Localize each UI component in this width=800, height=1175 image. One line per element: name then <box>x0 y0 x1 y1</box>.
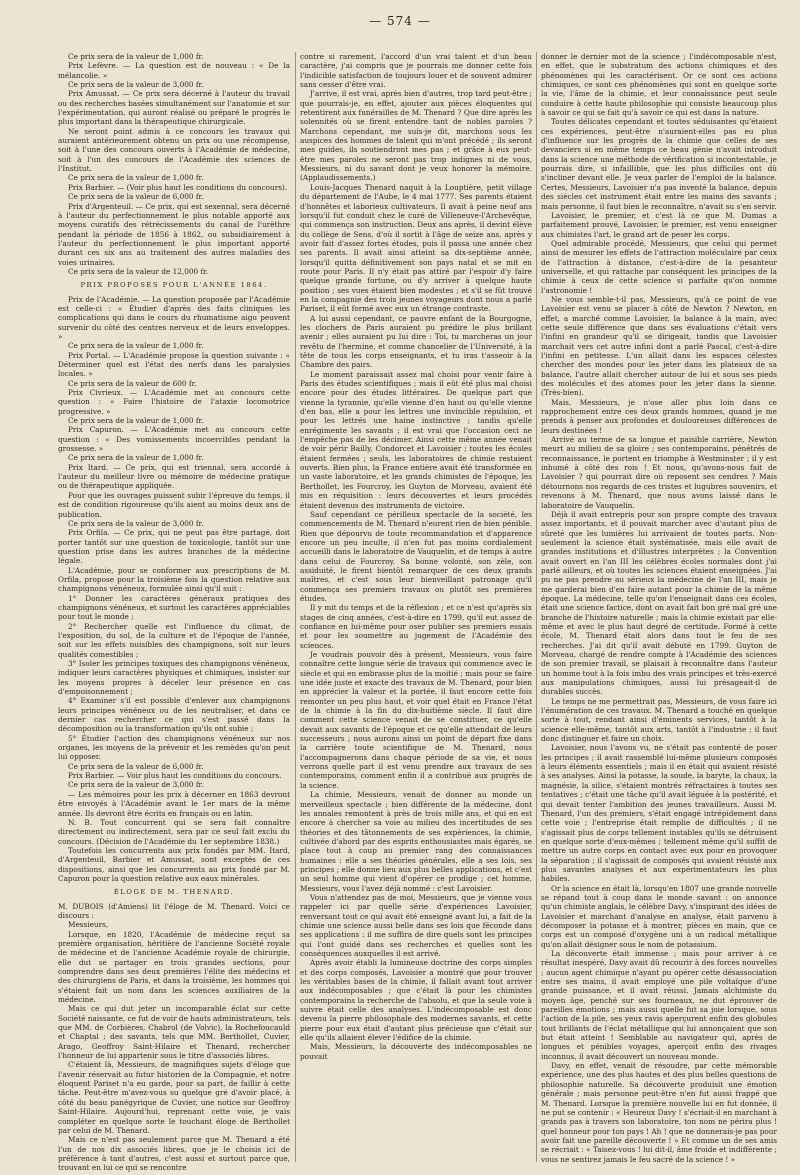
paragraph: Messieurs, <box>68 920 109 930</box>
paragraph: Quel admirable procédé, Messieurs, que celui qui permet ainsi de mesurer les effets de l'attraction moléculaire par ceux de l'attraction à distance, c'est-à-dire de la pesanteur universelle, et qui rattache par conséquent les principes de la chimie à ceux de cette science si parfaite qu'on nomme l'astronomie ! <box>541 238 777 295</box>
paragraph: Prix Portal. — L'Académie propose la question suivante : « Déterminer quel est l'état des nerfs dans les paralysies locales. » <box>58 350 290 379</box>
paragraph: Vous n'attendez pas de moi, Messieurs, que je vienne vous rappeler ici par quelle série d'expériences Lavoisier, renversant tout ce qui avait été enseigné avant lui, a fait de la chimie une science aussi belle dans ses lois que féconde dans ses applications : il me suffira de dire quels sont les principes qui l'ont guidé dans ses recherches et quelles sont les conséquences auxquelles il est arrivé. <box>300 892 532 958</box>
paragraph: Prix Barbier. — Voir plus haut les conditions du concours. <box>68 771 282 781</box>
column-rule <box>295 52 296 1162</box>
paragraph: Ce prix sera de la valeur de 3,000 fr. <box>68 80 204 90</box>
column-rule <box>536 52 537 1162</box>
paragraph: 1° Donner les caractères généraux pratiques des champignons vénéneux, et surtout les caractères appréciables pour tout le monde ; <box>58 593 290 622</box>
paragraph: Ce prix sera de la valeur de 1,000 fr. <box>68 173 204 183</box>
paragraph: Mais ce qui dut jeter un incomparable éclat sur cette Société naissante, ce fut de voir de hauts administrateurs, tels que MM. de Corbières, Chabrol (de Volvic), la Rochefoucauld et Chaptal ; des savants, tels que MM. Berthollet, Cuvier, Arago, Geoffroy Saint-Hilaire et Thenard, rechercher l'honneur de lui appartenir sous le titre d'associés libres. <box>58 1004 290 1061</box>
section-heading: ÉLOGE DE M. THENARD. <box>113 888 235 897</box>
paragraph: Prix Orfila. — Ce prix, qui ne peut pas être partagé, doit porter tantôt sur une question de toxicologie, tantôt sur une question prise dans les autres branches de la médecine légale. <box>58 528 290 566</box>
paragraph: L'Académie, pour se conformer aux prescriptions de M. Orfila, propose pour la troisième fois la question relative aux champignons vénéneux, formulée ainsi qu'il suit : <box>58 565 290 594</box>
paragraph: Ce prix sera de la valeur de 1,000 fr. <box>68 341 204 351</box>
paragraph: 2° Rechercher quelle est l'influence du climat, de l'exposition, du sol, de la culture et de l'époque de l'année, soit sur les effets nuisibles des champignons, soit sur leurs qualités comestibles ; <box>58 621 290 659</box>
paragraph: Mais, Messieurs, la découverte des indécomposables ne pouvait <box>300 1042 532 1061</box>
paragraph: Ce prix sera de la valeur de 6,000 fr. <box>68 761 204 771</box>
paragraph: Prix Civrieux. — L'Académie met au concours cette question : « Faire l'histoire de l'ataxie locomotrice progressive. » <box>58 388 290 416</box>
paragraph: Ce prix sera de la valeur de 3,000 fr. <box>68 780 204 790</box>
paragraph: Louis-Jacques Thenard naquit à la Louptière, petit village du département de l'Aube, le 4 mai 1777. Ses parents étaient d'honnêtes et laborieux cultivateurs. Il avait à peine neuf ans lorsqu'il fut conduit chez le curé de Villeneuve-l'Archevêque, qui commença son instruction. Deux ans après, il devint élève du collège de Sens, d'où il sortit à l'âge de seize ans, après y avoir fait d'assez fortes études, puis il passa une année chez ses parents. Il avait ainsi atteint sa dix-septième année, lorsqu'il quitta définitivement son pays natal et se mit en route pour Paris. Il n'y était pas attiré par l'espoir d'y faire quelque grande fortune, ou d'y arriver à quelque haute position ; ses vues étaient bien modestes ; et s'il se fût trouvé en la compagnie des trois jeunes voyageurs dont nous a parlé Pariset, il eût formé avec eux un étrange contraste. <box>300 182 532 314</box>
text-column-left <box>58 52 290 1173</box>
paragraph: Prix Itard. — Ce prix, qui est triennal, sera accordé à l'auteur du meilleur livre ou mémoire de médecine pratique ou de thérapeutique appliquée. <box>58 462 290 491</box>
paragraph: Prix Barbier. — (Voir plus haut les conditions du concours). <box>68 182 288 192</box>
paragraph: J'arrive, il est vrai, après bien d'autres, trop tard peut-être ; que pourrais-je, en effet, ajouter aux pièces éloquentes qui retentirent aux funérailles de M. Thenard ? Que dire après les solennités où se firent entendre tant de nobles paroles ? Marchons cependant, me suis-je dit, marchons sous les auspices des hommes de talent qui m'ont précédé ; ils seront mes guides, ils soutiendront mes pas ; et grâce à eux peut-être mes paroles ne seront pas trop indignes ni de vous, Messieurs, ni du savant dont je veux honorer la mémoire. (Applaudissements.) <box>300 89 532 183</box>
paragraph: Ce prix sera de la valeur de 3,000 fr. <box>68 518 204 528</box>
paragraph: Davy, en effet, venait de résoudre, par cette mémorable expérience, une des plus hautes et des plus belles questions de philosophie naturelle. Sa découverte produisit une émotion générale ; mais personne peut-être n'en fut aussi frappé que M. Thenard. Lorsque la première nouvelle lui en fut donnée, il ne put se contenir : « Heureux Davy ! s'écriait-il en marchant à grands pas à travers son laboratoire, ton nom ne périra plus ! quel honneur pour ton pays ! Ah ! que ne donnerais-je pas pour avoir fait une pareille découverte ! » Et comme un de ses amis se récriait : « Taisez-vous ! lui dit-il, âme froide et indifférente ; vous ne sentirez jamais le feu sacré de la science ! » <box>541 1061 777 1164</box>
paragraph: Lavoisier, le premier, et c'est là ce que M. Dumas a parfaitement prouvé, Lavoisier, le premier, est venu enseigner aux chimistes l'art, le grand art de peser les corps. <box>541 210 777 239</box>
page-number: — 574 — <box>369 14 431 28</box>
paragraph: Prix Lefèvre. — La question est de nouveau : « De la mélancolie. » <box>58 61 290 80</box>
paragraph: M. DUBOIS (d'Amiens) lit l'éloge de M. Thenard. Voici ce discours : <box>58 901 290 920</box>
paragraph: Le temps ne me permettrait pas, Messieurs, de vous faire ici l'énumération de ces travaux. M. Thenard a touché en quelque sorte à tout, rendant ainsi d'éminents services, tantôt à la science elle-même, tantôt aux arts, tantôt à l'industrie ; il faut donc distinguer et faire un choix. <box>541 696 777 744</box>
paragraph: Ce prix sera de la valeur de 12,000 fr. <box>68 266 209 276</box>
paragraph: Sauf cependant ce périlleux spectacle de la société, les commencements de M. Thenard n'eurent rien de bien pénible. Rien que dépourvu de toute recommandation et d'apparence encore un peu inculte, il n'en fut pas moins cordialement accueilli dans le laboratoire de Vauquelin, et de temps à autre dans celui de Fourcroy. Sa bonne volonté, son zèle, son assiduité, le firent bientôt remarquer de ces deux grands maîtres, et c'est sous leur bienveillant patronage qu'il commença ses premiers travaux ou plutôt ses premières études. <box>300 509 532 603</box>
paragraph: Lorsque, en 1820, l'Académie de médecine reçut sa première organisation, héritière de l'ancienne Société royale de médecine et de l'ancienne Académie royale de chirurgie, elle dut se partager en trois grandes sections, pour comprendre dans ses deux premières l'élite des médecins et des chirurgiens de Paris, et dans la troisième, les hommes qui s'étaient fait un nom dans les sciences auxiliaires de la médecine. <box>58 929 290 1005</box>
paragraph: Ce prix sera de la valeur de 6,000 fr. <box>68 192 204 202</box>
paragraph: Prix d'Argenteuil. — Ce prix, qui est sexennal, sera décerné à l'auteur du perfectionnement le plus notable apporté aux moyens curatifs des rétrécissements du canal de l'urèthre pendant la période de 1856 à 1862, ou subsidiairement à l'auteur du perfectionnement le plus important apporté durant ces six ans au traitement des autres maladies des voies urinaires. <box>58 201 290 267</box>
paragraph: Ce prix sera de la valeur de 1,000 fr. <box>68 453 204 463</box>
paragraph: A lui aussi cependant, ce pauvre enfant de la Bourgogne, les clochers de Paris auraient pu prédire le plus brillant avenir ; elles auraient pu lui dire : Toi, tu marcheras un jour revêtu de l'hermine, et comme chancelier de l'Université, à la tête de tous les corps enseignants, et tu iras t'asseoir à la Chambre des pairs. <box>300 313 532 370</box>
paragraph: contre si rarement, l'accord d'un vrai talent et d'un beau caractère, j'ai compris que je pourrais me donner cette fois l'indicible satisfaction de toujours louer et de souvent admirer sans cesser d'être vrai. <box>300 52 532 90</box>
paragraph: 3° Isoler les principes toxiques des champignons vénéneux, indiquer leurs caractères physiques et chimiques, insister sur les moyens propres à déceler leur présence en cas d'empoisonnement ; <box>58 659 290 697</box>
paragraph: 4° Examiner s'il est possible d'enlever aux champignons leurs principes vénéneux ou de les neutraliser, et dans ce dernier cas rechercher ce qui s'est passé dans la décomposition ou la transformation qu'ils ont subie ; <box>58 696 290 734</box>
paragraph: Ce prix sera de la valeur de 1,000 fr. <box>68 416 204 426</box>
section-heading: PRIX PROPOSÉS POUR L'ANNÉE 1864. <box>80 281 268 290</box>
paragraph: Ce prix sera de la valeur de 600 fr. <box>68 378 197 388</box>
paragraph: Arrivé au terme de sa longue et paisible carrière, Newton meurt au milieu de sa gloire ; ses contemporains, pénétrés de reconnaissance, le portent en triomphe à Westminster ; il y est inhumé à côté des rois ! Et nous, qu'avons-nous fait de Lavoisier ? qui pourrait dire où reposent ses cendres ? Mais détournons nos regards de ces tristes et lugubres souvenirs, et revenons à M. Thenard, que nous avons laissé dans le laboratoire de Vauquelin. <box>541 435 777 510</box>
paragraph: Prix Capuron. — L'Académie met au concours cette question : « Des vomissements incoercibles pendant la grossesse. » <box>58 425 290 454</box>
text-column-middle <box>300 52 532 1167</box>
paragraph: Il y mit du temps et de la réflexion ; et ce n'est qu'après six stages de cinq années, c'est-à-dire en 1799, qu'il eut assez de confiance en lui-même pour oser publier ses premiers essais et pour les soumettre au jugement de l'Académie des sciences. <box>300 603 532 650</box>
paragraph: 5° Étudier l'action des champignons vénéneux sur nos organes, les moyens de la prévenir et les remèdes qu'on peut lui opposer. <box>58 733 290 762</box>
paragraph: Après avoir établi la lumineuse doctrine des corps simples et des corps composés, Lavoisier a montré que pour trouver les véritables bases de la chimie, il fallait avant tout arriver aux indécomposables ; que c'était là pour les chimistes contemporains la recherche de l'absolu, et que la seule voie à suivre était celle des analyses. L'indécomposable est donc devenu la pierre philosophale des modernes savants, et cette pierre pour eux était d'autant plus précieuse que c'était sur elle qu'ils allaient élever l'édifice de la chimie. <box>300 958 532 1043</box>
paragraph: Déjà il avait entrepris pour son propre compte des travaux assez importants, et il pouvait marcher avec d'autant plus de sûreté que les lumières lui arrivaient de toutes parts. Non-seulement la science était systématisée, mais elle avait de grandes institutions et d'illustres interprètes ; la Convention avait ouvert en l'an III les célèbres écoles normales dont j'ai parlé ailleurs, et où toutes les sciences étaient enseignées. J'ai pu ne pas prendre au sérieux la médecine de l'an III, mais je me garderai bien d'en faire autant pour la chimie de la même époque. La médecine, telle qu'on l'enseignait dans ces écoles, était une science factice, dont on avait fait bon gré mal gré une branche de l'histoire naturelle ; mais la chimie existait par elle-même et avec le plus haut degré de certitude. Formé à cette école, M. Thenard était alors dans tout le feu de ses recherches. J'ai dit qu'il avait débuté en 1799. Guyton de Morveau, chargé de rendre compte à l'Académie des sciences de son premier travail, se plaisait à reconnaître dans l'auteur un homme tout à la fois imbu des vrais principes et très-exercé aux manipulations chimiques, aussi lui présageait-il de durables succès. <box>541 509 777 697</box>
paragraph: Or la science en était là, lorsqu'en 1807 une grande nouvelle se répand tout à coup dans le monde savant : on annonce qu'un chimiste anglais, le célèbre Davy, s'inspirant des idées de Lavoisier et marchant d'analyse en analyse, était parvenu à décomposer la potasse et à montrer, pièces en main, que ce corps est un composé d'oxygène uni à un radical métallique qu'on allait désigner sous le nom de potassium. <box>541 883 777 949</box>
paragraph: Ne seront point admis à ce concours les travaux qui auraient antérieurement obtenu un prix ou une récompense, soit à l'une des concours ouverts à l'Académie de médecine, soit à l'un des concours de l'Académie des sciences de l'Institut. <box>58 126 290 174</box>
paragraph: donner le dernier mot de la science ; l'indécomposable n'est, en effet, que le substratum des actions chimiques et des phénomènes qui les caractérisent. Or ce sont ces actions chimiques, ce sont ces phénomènes qui sont en quelque sorte la vie, l'âme de la chimie, et leur connaissance peut seule conduire à cette haute philosophie qui consiste beaucoup plus à savoir ce qui se fait qu'à savoir ce qui est dans la nature. <box>541 52 777 118</box>
paragraph: La chimie, Messieurs, venait de donner au monde un merveilleux spectacle ; bien différente de la médecine, dont les annales remontent à près de trois mille ans, et qui en est encore à chercher sa voie au milieu des incertitudes de ses théories et des tâtonnements de ses expériences, la chimie, cultivée d'abord par des esprits enthousiastes mais égarés, se place tout à coup au premier rang des connaissances humaines : elle a ses théories générales, elle a ses lois, ses principes ; elle donne lieu aux plus belles applications, et c'est un seul homme qui vient d'opérer ce prodige ; cet homme, Messieurs, vous l'avez déjà nommé : c'est Lavoisier. <box>300 790 532 893</box>
paragraph: Mais ce n'est pas seulement parce que M. Thenard a été l'un de nos dix associés libres, que je le choisis ici de préférence à tant d'autres, c'est aussi et surtout parce que, trouvant en lui ce qui se rencontre <box>58 1135 290 1173</box>
paragraph: Lavoisier, nous l'avons vu, ne s'était pas contenté de poser les principes ; il avait rassemblé lui-même plusieurs composés à leurs éléments essentiels ; mais il en était qui avaient résisté à ses analyses. Ainsi la potasse, la soude, la baryte, la chaux, la magnésie, la silice, s'étaient montrés réfractaires à toutes ses tentatives ; c'était une tâche qu'il avait léguée à la postérité, et qui devait tenter l'ambition des jeunes travailleurs. Aussi M. Thenard, l'un des premiers, s'était engagé intrépidement dans cette voie ; l'entreprise était remplie de difficultés ; il ne s'agissait plus de corps tellement instables qu'ils se détruisent en quelque sorte d'eux-mêmes ; tellement même qu'il suffit de mettre un autre corps en contact avec eux pour en provoquer la séparation ; il s'agissait de composés qui avaient résisté aux plus savantes analyses et aux expérimentateurs les plus habiles. <box>541 743 777 884</box>
paragraph: Le moment paraissait assez mal choisi pour venir faire à Paris des études scientifiques ; mais il eût été plus mal choisi encore pour des études littéraires. De quelque part que vienne la tyrannie, qu'elle vienne d'en haut ou qu'elle vienne d'en bas, elle a pour les lettres une invincible répulsion, et pour les lettrés une haine instinctive ; tandis qu'elle enrégimente les savants ; il est vrai que l'occasion ceci ne l'empêche pas de les décimer. Ainsi cette même année venait de voir périr Bailly, Condorcet et Lavoisier ; toutes les écoles étaient fermées ; seuls, les laboratoires de chimie restaient ouverts. Bien plus, la France entière avait été transformée en un vaste laboratoire, et les grands chimistes de l'époque, les Berthollet, les Fourcroy, les Guyton de Morveau, avaient été mis en réquisition : leurs découvertes et leurs procédés étaient devenus des instruments de victoire. <box>300 369 532 510</box>
paragraph: Pour que les ouvrages puissent subir l'épreuve du temps, il est de condition rigoureuse qu'ils aient au moins deux ans de publication. <box>58 490 290 519</box>
paragraph: — Les mémoires pour les prix à décerner en 1863 devront être envoyés à l'Académie avant le 1er mars de la même année. Ils devront être écrits en français ou en latin. <box>58 789 290 818</box>
paragraph: Toutefois les concurrents aux prix fondés par MM. Itard, d'Argenteuil, Barbier et Amussat, sont exceptés de ces dispositions, ainsi que les concurrents au prix fondé par M. Capuron pour la question relative aux eaux minérales. <box>58 845 290 883</box>
paragraph: La découverte était immense ; mais pour arriver à ce résultat inespéré, Davy avait dû recourir à des forces nouvelles ; aucun agent chimique n'ayant pu opérer cette désassociation entre ses mains, il avait employé une pile voltaïque d'une grande puissance, et il avait réussi. Jamais alchimiste du moyen âge, penché sur ses fourneaux, ne dut éprouver de pareilles émotions ; mais aussi quelle fut sa joie lorsque, sous l'action de la pile, ses yeux ravis aperçurent enfin des globules tout brillants de l'éclat métallique qui lui annonçaient que son but était atteint ! Semblable au navigateur qui, après de longues et pénibles voyages, aperçoit enfin des rivages inconnus, il avait découvert un nouveau monde. <box>541 949 777 1061</box>
paragraph: Prix de l'Académie. — La question proposée par l'Académie est celle-ci : « Étudier d'après des faits cliniques les complications qui dans le cours du rhumatisme aigu peuvent survenir du côté des centres nerveux et de leurs enveloppes. » <box>58 294 290 341</box>
paragraph: Mais, Messieurs, je n'ose aller plus loin dans ce rapprochement entre ces deux grands hommes, quand je me prends à penser aux profondes et douloureuses différences de leurs destinées ! <box>541 397 777 435</box>
paragraph: C'étaient là, Messieurs, de magnifiques sujets d'éloge que l'avenir réservait au futur historien de la Compagnie, et notre éloquent Pariset n'a eu garde, pour sa part, de faillir à cette tâche. Peut-être m'avez-vous su quelque gré d'avoir placé, à côté du beau panégyrique de Cuvier, une notice sur Geoffroy Saint-Hilaire. Aujourd'hui, reprenant cette voie, je vais compléter en quelque sorte le touchant éloge de Berthollet par celui de M. Thenard. <box>58 1060 290 1135</box>
paragraph: Ce prix sera de la valeur de 1,000 fr. <box>68 52 204 61</box>
paragraph: Je voudrais pouvoir dès à présent, Messieurs, vous faire connaître cette longue série de travaux qui commence avec le siècle et qui en embrasse plus de la moitié ; mais pour se faire une idée juste et exacte des travaux de M. Thenard, pour bien en apprécier la valeur et la portée, il faut encore cette fois remonter un peu plus haut, et voir quel était en France l'état de la chimie à la fin du dix-huitième siècle. Il faut dire comment cette science venait de se constituer, ce qu'elle devait aux savants de l'époque et ce qu'elle attendait de leurs successeurs ; nous aurons ainsi un point de départ fixe dans la carrière toute scientifique de M. Thenard, nous l'accompagnerons dans chaque période de sa vie, et nous verrons quelle part il est venu prendre aux travaux de ses contemporains, comment enfin il a contribué aux progrès de la science. <box>300 650 532 790</box>
paragraph: Prix Amussat. — Ce prix sera décerné à l'auteur du travail ou des recherches basées simultanément sur l'anatomie et sur l'expérimentation, qui auront réalisé ou préparé le progrès le plus important dans la thérapeutique chirurgicale. <box>58 89 290 127</box>
text-column-right <box>541 52 777 1167</box>
paragraph: Toutes délicates cependant et toutes séduisantes qu'étaient ces expériences, peut-être n'auraient-elles pas eu plus d'influence sur les progrès de la chimie que celles de ses devanciers si en même temps ce beau génie n'avait introduit dans la science une méthode de vérification si incontestable, je pourrais dire, si infaillible, que les plus difficiles ont dû s'incliner devant elle. Je veux parler de l'emploi de la balance. Certes, Messieurs, Lavoisier n'a pas inventé la balance, depuis des siècles cet instrument était entre les mains des savants ; mais personne, il faut bien le reconnaître, n'avait su s'en servir. <box>541 117 777 211</box>
paragraph: Ne vous semble-t-il pas, Messieurs, qu'à ce point de vue Lavoisier est venu se placer à côté de Newton ? Newton, en effet, a marché comme Lavoisier, la balance à la main, avec cette seule différence que dans ses évaluations c'était vers l'infini en grandeur qu'il se dirigeait, tandis que Lavoisier marchait vers cet autre infini dont a parlé Pascal, c'est-à-dire l'infini en petitesse. L'un allait dans les espaces célestes chercher des mondes pour les jeter dans les plateaux de sa balance, l'autre allait chercher autour de lui et sous ses pieds des molécules et des atomes pour les jeter dans la sienne. (Très-bien). <box>541 294 777 398</box>
paragraph: N. B. Tout concurrent qui se sera fait connaître directement ou indirectement, sera par ce seul fait exclu du concours. (Décision de l'Académie du 1er septembre 1838.) <box>58 817 290 846</box>
